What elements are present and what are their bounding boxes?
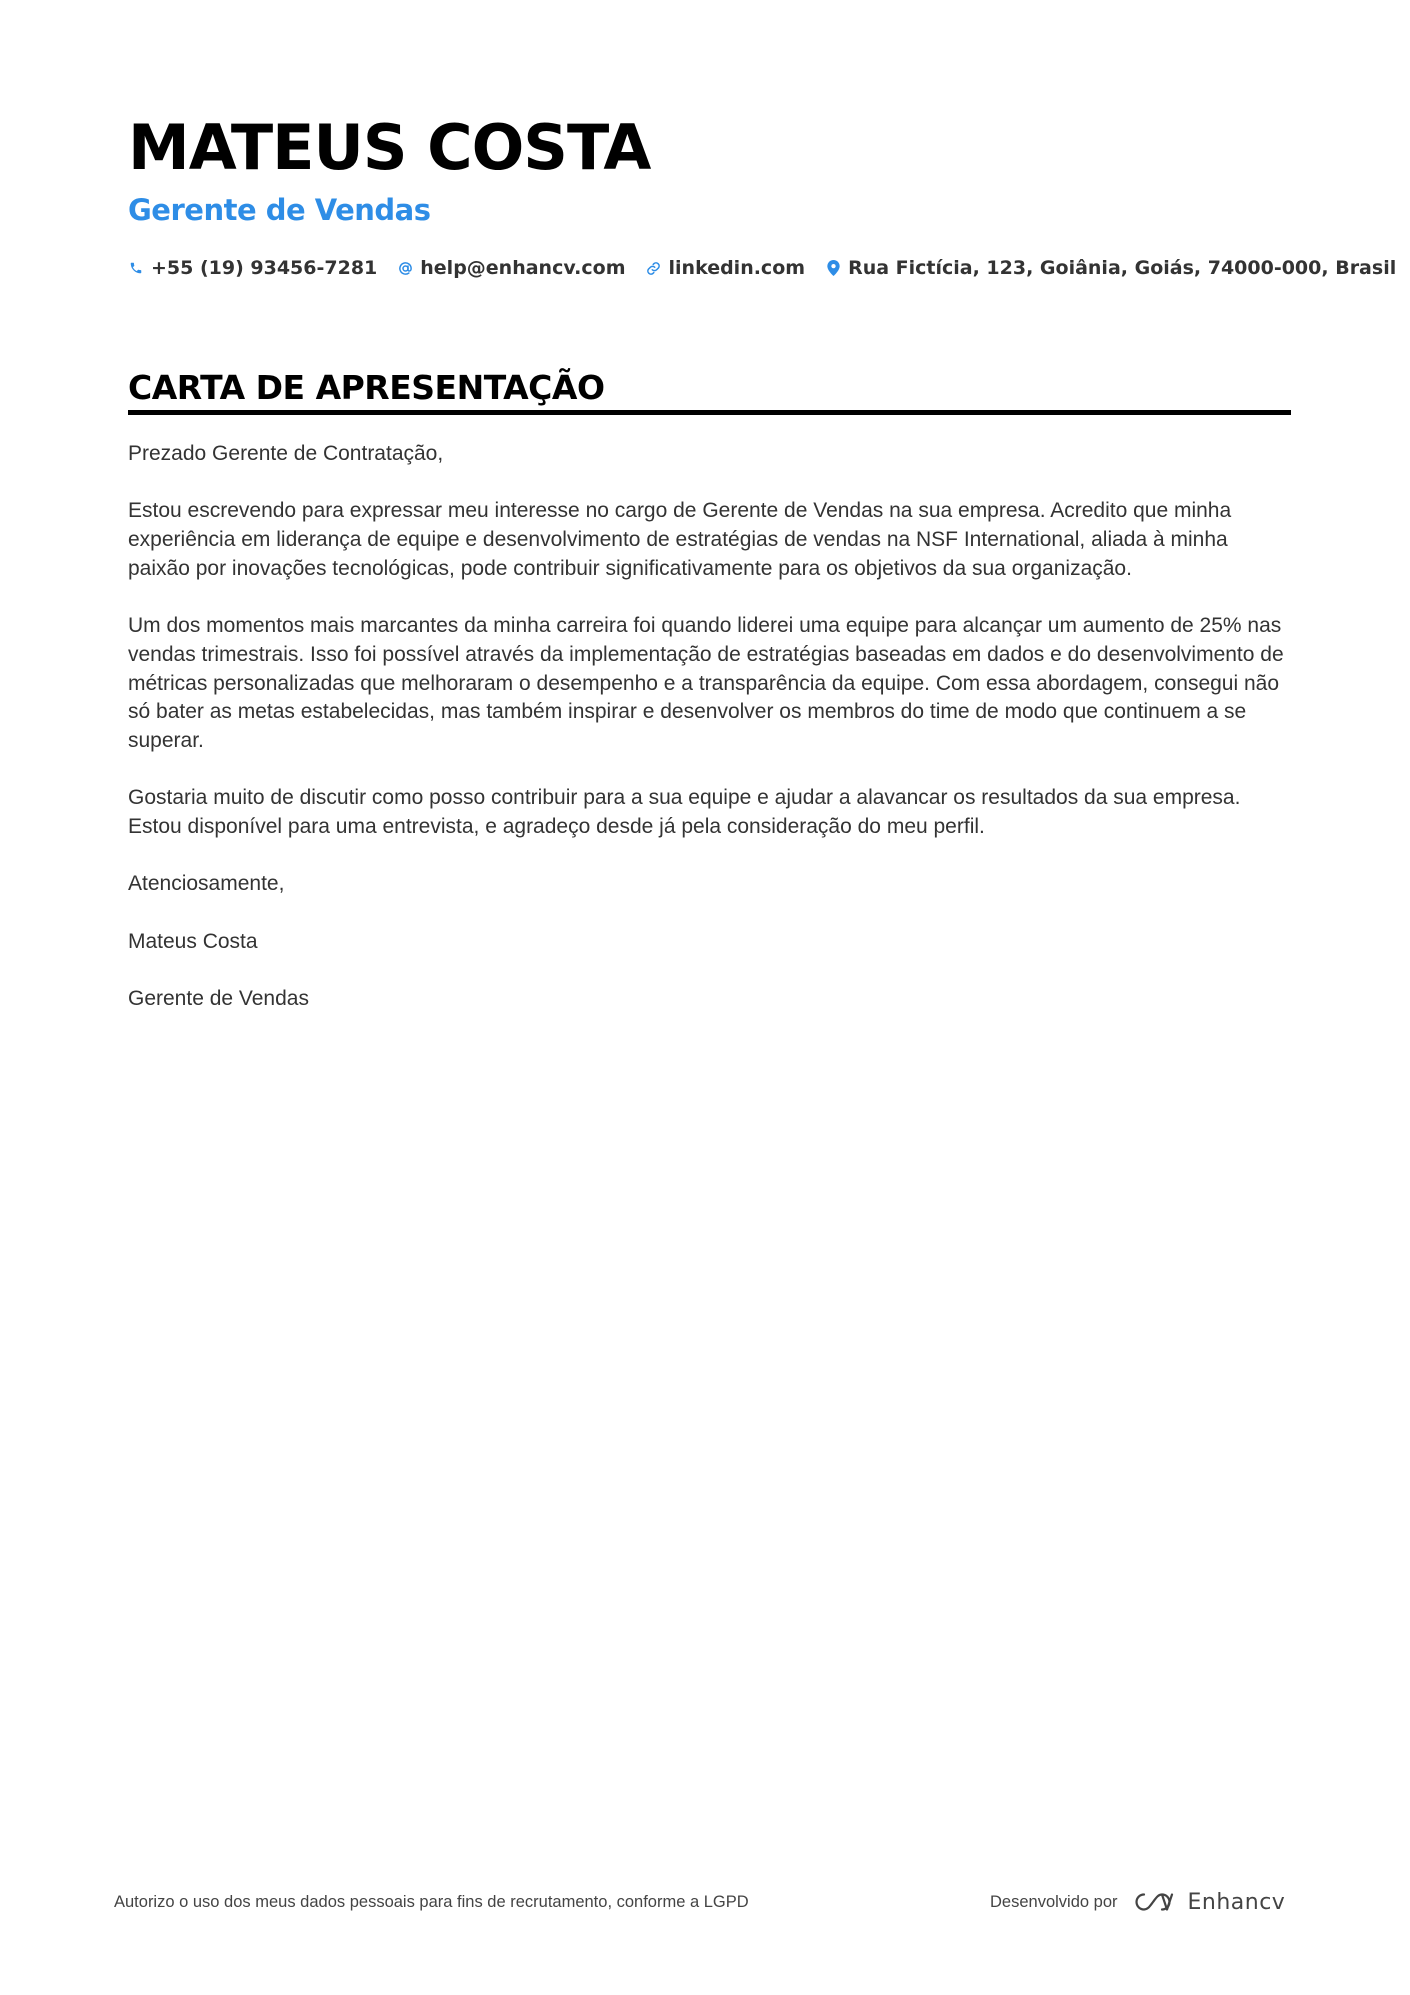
link-icon — [646, 258, 662, 278]
letter-greeting: Prezado Gerente de Contratação, — [128, 442, 444, 465]
candidate-title: Gerente de Vendas — [128, 193, 431, 227]
contact-email-text: help@enhancv.com — [420, 257, 626, 279]
contact-address — [825, 257, 1396, 279]
letter-paragraph: Um dos momentos mais marcantes da minha carreira foi quando liderei uma equipe para alcançar um aumento de 25% nas vendas trimestrais. Isso foi possível através da implementação de estratégias baseadas em dados e do desenvolvimento de métricas personalizadas que melhoraram o desempenho e a transparência da equipe. Com essa abordagem, consegui não só bater as metas estabelecidas, mas também inspirar e desenvolver os membros do time de modo que continuem a se superar. — [128, 614, 1284, 752]
letter-closing: Atenciosamente, — [128, 872, 285, 896]
letter-paragraph: Gostaria muito de discutir como posso contribuir para a sua equipe e ajudar a alavancar os resultados da sua empresa. Estou disponível para uma entrevista, e agradeço desde já pela consideração do meu perfil. — [128, 786, 1241, 839]
phone-icon — [128, 258, 144, 278]
contact-bar — [128, 253, 1410, 283]
powered-by-label: Desenvolvido por — [990, 1892, 1118, 1911]
powered-by[interactable] — [990, 1884, 1285, 1920]
letter-paragraph: Estou escrevendo para expressar meu interesse no cargo de Gerente de Vendas na sua empresa. Acredito que minha experiência em liderança de equipe e desenvolvimento de estratégias de vendas na NSF International, aliada à minha paixão por inovações tecnológicas, pode contribuir significativamente para os objetivos da sua organização. — [128, 499, 1232, 580]
contact-linkedin-text: linkedin.com — [668, 257, 806, 279]
candidate-name: MATEUS COSTA — [128, 111, 651, 184]
contact-phone[interactable] — [128, 257, 377, 279]
section-divider — [128, 410, 1291, 415]
at-icon — [397, 258, 413, 278]
contact-email[interactable] — [397, 257, 625, 279]
enhancv-logo-icon — [1130, 1890, 1176, 1914]
section-title: CARTA DE APRESENTAÇÃO — [128, 368, 605, 407]
letter-body — [128, 440, 1291, 1043]
signature-name: Mateus Costa — [128, 929, 258, 953]
enhancv-brand: Enhancv — [1187, 1889, 1286, 1915]
signature-title: Gerente de Vendas — [128, 987, 309, 1011]
contact-address-text: Rua Fictícia, 123, Goiânia, Goiás, 74000-000, Brasil — [848, 257, 1397, 279]
contact-linkedin[interactable] — [646, 257, 806, 279]
consent-notice: Autorizo o uso dos meus dados pessoais para fins de recrutamento, conforme a LGPD — [114, 1893, 749, 1911]
contact-phone-text: +55 (19) 93456-7281 — [151, 257, 378, 279]
location-pin-icon — [825, 258, 841, 278]
